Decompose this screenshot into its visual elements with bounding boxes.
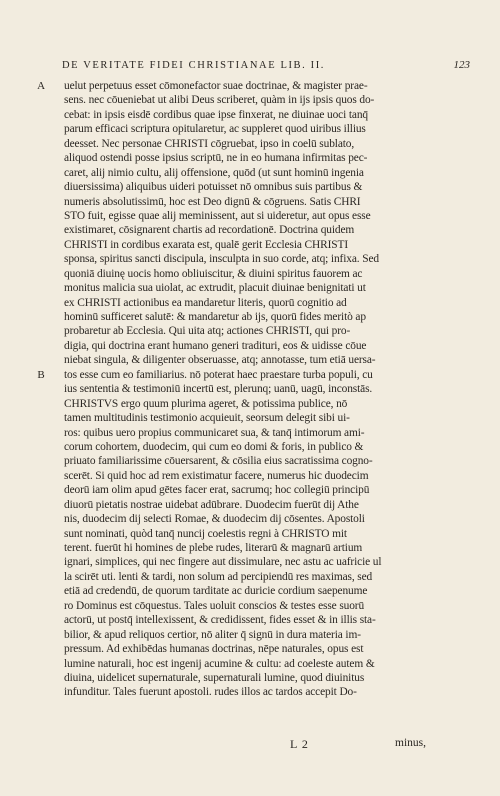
line-text: monitus malicia sua uiolat, ac extrudit, placuit diuinae benignitati ut: [64, 282, 366, 295]
text-line: [56, 397, 478, 411]
text-line: [56, 512, 478, 526]
text-line: [56, 267, 478, 281]
text-line: [56, 570, 478, 584]
text-line: [56, 223, 478, 237]
text-line: [56, 483, 478, 497]
text-line: [56, 296, 478, 310]
text-line: [56, 657, 478, 671]
text-line: [56, 238, 478, 252]
text-line: [56, 541, 478, 555]
line-text: diuina, uidelicet supernaturale, supernaturali lumine, quod diuinitus: [64, 671, 365, 684]
text-line: [56, 469, 478, 483]
text-line: [56, 209, 478, 223]
line-text: numeris absolutissimū, hoc est Deo dignū & cōgruens. Satis CHRI: [64, 195, 361, 208]
line-text: quoniā diuinę uocis homo obliuiscitur, & diuini spiritus fauorem ac: [64, 267, 363, 280]
line-text: sunt nominati, quòd tanq̄ nuncij coelestis regni à CHRISTO mit: [64, 527, 347, 540]
text-line: [56, 555, 478, 569]
line-text: ro Dominus est cōquestus. Tales uoluit conscios & testes esse suorū: [64, 599, 365, 612]
text-line: [56, 93, 478, 107]
text-line: [56, 584, 478, 598]
line-text: tamen multitudinis testimonio acquieuit, seorsum delegit sibi ui-: [64, 412, 350, 425]
line-text: terent. fuerūt hi homines de plebe rudes, literarū & magnarū artium: [64, 542, 363, 554]
text-line: [56, 613, 478, 627]
text-line: [56, 310, 478, 324]
text-line: [56, 108, 478, 122]
line-text: caret, alij nimio cultu, alij offensione, quōd (ut sunt hominū ingenia: [64, 166, 364, 179]
line-text: scerēt. Si quid hoc ad rem existimatur facere, numerus hic duodecim: [64, 469, 369, 482]
signature-mark: L 2: [290, 737, 309, 751]
line-text: ex CHRISTI actionibus ea mandaretur literis, quorū cognitio ad: [64, 296, 347, 309]
line-text: bilior, & apud reliquos certior, nō aliter q̄ signū in dura materia im-: [64, 628, 361, 641]
text-line: [56, 122, 478, 136]
text-line: [56, 642, 478, 656]
line-text: ros: quibus uero propius communicaret sua, & tanq̄ intimorum ami-: [64, 426, 365, 439]
line-text: corum cohortem, duodecim, qui cum eo domi & foris, in publico &: [64, 440, 364, 453]
line-text: hominū sufficeret salutē: & mandaretur ab ijs, quorū fides meritò ap: [64, 311, 366, 323]
line-text: ius sententia & testimoniū incertū est, plerunq; uanū, uagū, inconstās.: [64, 383, 373, 396]
line-text: existimaret, cōsignarent chartis ad recordationē. Doctrina quidem: [64, 224, 355, 237]
running-head: DE VERITATE FIDEI CHRISTIANAE LIB. II.: [62, 60, 326, 71]
text-line: [56, 180, 478, 194]
section-marker: A: [37, 80, 45, 92]
text-line: [56, 151, 478, 165]
text-line: [56, 353, 478, 367]
line-text: digia, qui doctrina erant humano generi tradituri, eos & uidisse cōue: [64, 339, 367, 352]
line-text: STO fuit, egisse quae alij meminissent, aut si uideretur, aut opus esse: [64, 209, 371, 222]
catchword: minus,: [395, 737, 426, 749]
line-text: deorū iam olim apud gētes facer erat, sacrumq; hoc collegiū principū: [64, 484, 370, 497]
line-text: lumine naturali, hoc est ingenij acumine & cultu: ad coeleste autem &: [64, 657, 375, 670]
text-line: [56, 440, 478, 454]
text-line: [56, 324, 478, 338]
line-text: nis, duodecim dij selecti Romae, & duodecim dij cōsentes. Apostoli: [64, 513, 365, 526]
line-text: aliquod ostendi posse ipsius scriptū, ne in eo humana infirmitas pec-: [64, 152, 368, 165]
line-text: actorū, ut postq̄ intellexissent, & credidissent, fides esset & in illis sta-: [64, 614, 376, 627]
text-line: [56, 454, 478, 468]
line-text: diuorū pietatis nostrae uidebat adūbrare. Duodecim fuerūt dij Athe: [64, 498, 359, 511]
text-body: [37, 79, 478, 700]
text-line: [56, 527, 478, 541]
text-line: [56, 599, 478, 613]
text-line: [37, 368, 478, 382]
text-line: [56, 166, 478, 180]
line-text: sens. nec cōueniebat ut alibi Deus scriberet, quàm in ijs ipsis quos do-: [64, 94, 375, 107]
line-text: sponsa, spiritus sancti discipula, insculpta in suo corde, atq; infixa. Sed: [64, 253, 379, 266]
section-marker: B: [37, 368, 45, 381]
line-text: CHRISTI in cordibus exarata est, qualē gerit Ecclesia CHRISTI: [64, 238, 349, 251]
line-text: infunditur. Tales fuerunt apostoli. rudes illos ac tardos accepit Do-: [64, 686, 357, 699]
line-text: deesset. Nec personae CHRISTI cōgruebat, ipso in coelū sublato,: [64, 137, 355, 150]
text-line: [56, 382, 478, 396]
line-text: pressum. Ad exhibēdas humanas doctrinas, nēpe naturales, opus est: [64, 643, 364, 656]
text-line: [56, 252, 478, 266]
text-line: [56, 628, 478, 642]
text-line: [56, 195, 478, 209]
line-text: cebat: in ipsis eisdē cordibus quae ipse finxerat, ne diuinae uoci tanq̄: [64, 108, 368, 121]
page-footer: [0, 737, 500, 755]
text-line: [56, 137, 478, 151]
text-line: [56, 685, 478, 699]
line-text: probaretur ab Ecclesia. Qui uita atq; actiones CHRISTI, qui pro-: [64, 325, 351, 338]
page-number: 123: [453, 59, 470, 71]
line-text: parum efficaci scriptura opitularetur, ac suppleret quod uiribus illius: [64, 123, 366, 136]
text-line: [56, 281, 478, 295]
text-line: [56, 671, 478, 685]
page-header: [62, 60, 470, 78]
text-line: [56, 498, 478, 512]
line-text: CHRISTVS ergo quum plurima ageret, & potissima publice, nō: [64, 397, 348, 410]
line-text: etiā ad credendū, de quorum tarditate ac duricie cordium saepenume: [64, 585, 368, 598]
line-text: diuersissima) aliquibus uideri potuisset nō omnibus suis partibus &: [64, 181, 363, 194]
line-text: ignari, simplices, qui nec fingere aut dissimulare, nec astu ac uafricie ul: [64, 556, 382, 569]
line-text: uelut perpetuus esset cōmonefactor suae doctrinae, & magister prae-: [64, 80, 368, 92]
text-line: [56, 426, 478, 440]
line-text: tos esse cum eo familiarius. nō poterat haec praestare turba populi, cu: [64, 368, 373, 381]
text-line: [56, 411, 478, 425]
line-text: niebat singula, & diligenter obseruasse, atq; annotasse, tum etiā uersa-: [64, 354, 376, 367]
line-text: priuato familiarissime cōuersarent, & cōsilia eius sacratissima cogno-: [64, 455, 373, 468]
text-line: [56, 339, 478, 353]
text-line: [37, 79, 478, 93]
line-text: la scirēt uti. lenti & tardi, non solum ad percipiendū res maximas, sed: [64, 570, 373, 583]
